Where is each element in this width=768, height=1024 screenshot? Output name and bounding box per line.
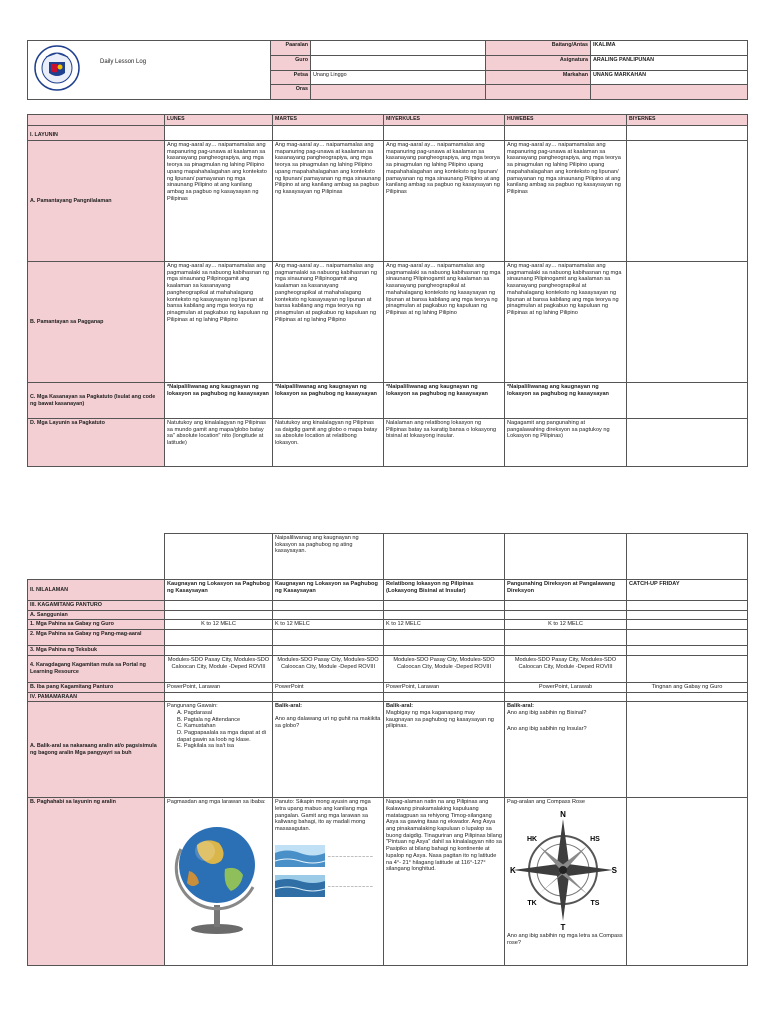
cell-text: Panuto: Sikapin mong ayusin ang mga letra upang mabuo ang kanilang mga pangalan. Gamit ang mga larawan sa kaliwang bahagi, ito ay madali mong masasagutan. xyxy=(275,799,371,833)
globe-image xyxy=(167,809,267,937)
table-cell: PowerPoint, Larawan xyxy=(384,682,505,692)
list-item: A. Pagdarasal xyxy=(177,709,213,716)
table-cell: Modules-SDO Pasay City, Modules-SDO Caloocan City, Module -Deped ROVIII xyxy=(505,655,627,682)
row-label: III. KAGAMITANG PANTURO xyxy=(28,601,165,611)
row-label: B. Paghahabi sa layunin ng aralin xyxy=(28,798,165,966)
table-cell: Pangunahing Direksyon at Pangalawang Direksyon xyxy=(505,580,627,601)
compass-label-tk: TK xyxy=(527,899,537,907)
table-cell xyxy=(384,702,505,798)
table-cell xyxy=(627,419,748,467)
table-cell: Tingnan ang Gabay ng Guro xyxy=(627,682,748,692)
table-cell: Kaugnayan ng Lokasyon sa Paghubog ng Kasaysayan xyxy=(273,580,384,601)
compass-label-hs: HS xyxy=(590,835,600,843)
table-cell: *Naipaliliwanag ang kaugnayan ng lokasyon sa paghubog ng kasaysayan xyxy=(505,383,627,419)
markahan-value: UNANG MARKAHAN xyxy=(591,70,748,85)
table-cell: Natutukoy ang kinalalagyan ng Pilipinas sa mundo gamit ang mapa/globo batay sa" absolute location" nito (longitude at latitude) xyxy=(165,419,273,467)
table-cell: K to 12 MELC xyxy=(273,620,384,630)
row-label: 2. Mga Pahina sa Gabay ng Pang-mag-aaral xyxy=(28,630,165,646)
row-label: B. Pamantayan sa Pagganap xyxy=(28,262,165,383)
compass-rose-image xyxy=(507,809,619,931)
table-cell: *Naipaliliwanag ang kaugnayan ng lokasyon sa paghubog ng kasaysayan xyxy=(384,383,505,419)
table-cell xyxy=(627,141,748,262)
table-cell: Relatibong lokasyon ng Pilipinas (Lokasyong Bisinal at Insular) xyxy=(384,580,505,601)
deped-seal-logo xyxy=(34,45,94,91)
baitang-value: IKALIMA xyxy=(591,41,748,56)
ocean-image xyxy=(275,845,325,867)
compass-label-k: K xyxy=(510,865,516,875)
table-cell xyxy=(273,702,384,798)
asignatura-value: ARALING PANLIPUNAN xyxy=(591,55,748,70)
table-cell: Ang mag-aaral ay… naipamamalas ang mapanuring pag-unawa at kaalaman sa kasanayang pangheograpiya, ang mga teorya sa pinagmulan ng lahing Pilipino upang mapahahalagahan ang konteksto ng lipunan/ pamayanan ng mga sinaunang Pilipino at ang kanilang ambag sa pagbuo ng kasaysayan ng Pilipinas xyxy=(505,141,627,262)
corner-cell xyxy=(28,115,165,126)
row-label: A. Balik-aral sa nakaraang aralin at/o pagsisimula ng bagong aralin Mga pangyayri sa buh xyxy=(28,702,165,798)
table-cell: Ang mag-aaral ay… naipamamalas ang mapanuring pag-unawa at kaalaman sa kasanayang pangheograpiya, ang mga teorya sa pinagmulan ng lahing Pilipino upang mapahahalagahan ang konteksto ng lipunan/ pamayanan ng mga sinaunang Pilipino at ang kanilang ambag sa pagbuo ng kasaysayan ng Pilipinas xyxy=(273,141,384,262)
compass-label-t: T xyxy=(560,922,566,931)
guro-value xyxy=(311,55,486,70)
paaralan-value xyxy=(311,41,486,56)
day-huwebes: HUWEBES xyxy=(505,115,627,126)
table-cell xyxy=(165,534,273,580)
list-item: D. Pagpapaalala sa mga dapat at di dapat gawin sa loob ng klase. xyxy=(177,730,266,743)
table-cell xyxy=(627,262,748,383)
row-label: D. Mga Layunin sa Pagkatuto xyxy=(28,419,165,467)
asignatura-label: Asignatura xyxy=(486,55,591,70)
table-cell: *Naipaliliwanag ang kaugnayan ng lokasyon sa paghubog ng kasaysayan xyxy=(165,383,273,419)
table-cell xyxy=(505,702,627,798)
table-cell: Naipaliliwanag ang kaugnayan ng lokasyon sa paghubog ng ating kasaysayan. xyxy=(273,534,384,580)
cell-text: Pagmasdan ang mga larawan sa ibaba: xyxy=(167,799,266,806)
table-cell: Ang mag-aaral ay… naipamamalas ang pagmamalaki sa nabuong kabihasnan ng mga sinaunang Pilipinogamit ang kaalaman sa kasanayang pangheograpikal at mahahalagang konteksto ng kasaysayan ng lipunan at bansa kabilang ang mga teorya ng pinagmulan at pagkabuo ng kapuluan ng Pilipinas at ng lahing Pilipino xyxy=(384,262,505,383)
table-cell: Modules-SDO Pasay City, Modules-SDO Caloocan City, Module -Deped ROVIII xyxy=(165,655,273,682)
header-empty-label xyxy=(486,85,591,100)
table-cell: K to 12 MELC xyxy=(165,620,273,630)
table-cell: Nalalaman ang relatibong lokasyon ng Pilipinas batay sa karatig bansa o lokasyong bisinal at lokasyong insular. xyxy=(384,419,505,467)
compass-label-n: N xyxy=(560,809,566,819)
logo-cell xyxy=(28,41,271,100)
table-cell: Ang mag-aaral ay… naipamamalas ang mapanuring pag-unawa at kaalaman sa kasanayang pangheograpiya, ang mga teorya sa pinagmulan ng lahing Pilipino upang mapahahalagahan ang konteksto ng lipunan/ pamayanan ng mga sinaunang Pilipino at ang kanilang ambag sa pagbuo ng kasaysayan ng Pilipinas xyxy=(165,141,273,262)
cell-title: Balik-aral: xyxy=(386,703,414,710)
row-label: B. Iba pang Kagamitang Panturo xyxy=(28,682,165,692)
cell-title: Balik-aral: xyxy=(275,703,303,710)
row-label: 4. Karagdagang Kagamitan mula sa Portal ng Learning Resource xyxy=(28,655,165,682)
table-cell xyxy=(627,383,748,419)
table-cell: Nagagamit ang pangunahing at pangalawahing direksyon sa pagtukoy ng Lokasyon ng Pilipinas) xyxy=(505,419,627,467)
table-cell xyxy=(505,798,627,966)
table-cell xyxy=(165,798,273,966)
table-cell xyxy=(505,534,627,580)
table-cell: Natutukoy ang kinalalagyan ng Pilipinas sa daigdig gamit ang globo o mapa batay sa absolute location at relatibong lokasyon. xyxy=(273,419,384,467)
table-cell: Ang mag-aaral ay… naipamamalas ang mapanuring pag-unawa at kaalaman sa kasanayang pangheograpiya, ang mga teorya sa pinagmulan ng lahing Pilipino upang mapahahalagahan ang konteksto ng lipunan/ pamayanan ng mga sinaunang Pilipino at ang kanilang ambag sa pagbuo ng kasaysayan ng Pilipinas xyxy=(384,141,505,262)
dll-title: Daily Lesson Log xyxy=(100,59,147,65)
table-cell: Ang mag-aaral ay… naipamamalas ang pagmamalaki sa nabuong kabihasnan ng mga sinaunang Pilipinogamit ang kaalaman sa kasanayang pangheograpikal at mahahalagang konteksto ng kasaysayan ng lipunan at bansa kabilang ang mga teorya ng pinagmulan at pagkabuo ng kapuluan ng Pilipinas at ng lahing Pilipino xyxy=(165,262,273,383)
oras-label: Oras xyxy=(271,85,311,100)
puzzle-item xyxy=(275,845,381,867)
layunin-heading: I. LAYUNIN xyxy=(28,126,165,141)
table-cell xyxy=(384,534,505,580)
blank-cell xyxy=(28,534,165,580)
nilalaman-heading: II. NILALAMAN xyxy=(28,580,165,601)
table-cell: Napag-alaman natin na ang Pilipinas ang ikalawang pinakamalaking kapuluang matatagpuan sa rehiyong Timog-silangang Asya sa gawing itaas ng ekwador. Ang Asya ang pinakamalaking kapuluan o lupalop sa buong daigdig. Tinaguriran ang Pilipinas bilang "Pintuan ng Asya" dahil sa kinalalagyan nito sa Pasipiko at bilang bahagi ng kontinente at lupalop ng Asya. Nasa pagitan ito ng latitude na 4°- 21° hilagang latitude at 116°-127° silangang longhitud. xyxy=(384,798,505,966)
compass-label-hk: HK xyxy=(526,835,538,843)
cell-text: Ano ang dalawang uri ng guhit na makikita sa globo? xyxy=(275,715,381,729)
oras-value xyxy=(311,85,486,100)
table-cell xyxy=(273,798,384,966)
table-cell: Ang mag-aaral ay… naipamamalas ang pagmamalaki sa nabuong kabihasnan ng mga sinaunang Pilipinogamit ang kaalaman sa kasanayang pangheograpikal at mahahalagang konteksto ng kasaysayan ng lipunan at bansa kabilang ang mga teorya ng pinagmulan at pagkabuo ng kapuluan ng Pilipinas at ng lahing Pilipino xyxy=(273,262,384,383)
day-lunes: LUNES xyxy=(165,115,273,126)
table-cell: K to 12 MELC xyxy=(384,620,505,630)
row-label: C. Mga Kasanayan sa Pagkatuto (Isulat ang code ng bawat kasanayan) xyxy=(28,383,165,419)
row-label: A. Sanggunian xyxy=(28,610,165,620)
table-cell: K to 12 MELC xyxy=(505,620,627,630)
paaralan-label: Paaralan xyxy=(271,41,311,56)
activity-list xyxy=(167,710,270,750)
cell-title: Pag-aralan ang Compass Rose xyxy=(507,799,586,806)
cell-text: Magbigay ng mga kaganapang may kaugnayan sa paghubog ng kasaysayan ng pilipinas. xyxy=(386,709,494,730)
compass-label-s: S xyxy=(611,865,617,875)
table-cell xyxy=(627,620,748,630)
row-label: A. Pamantayang Pangnilalaman xyxy=(28,141,165,262)
layunin-table xyxy=(27,114,748,467)
letter-blanks: _ _ _ _ _ _ _ _ _ _ _ _ xyxy=(328,852,373,858)
table-cell: Modules-SDO Pasay City, Modules-SDO Caloocan City, Module -Deped ROVIII xyxy=(273,655,384,682)
guro-label: Guro xyxy=(271,55,311,70)
compass-label-ts: TS xyxy=(590,899,600,907)
cell-text: Ano ang ibig sabihin ng Insular? xyxy=(507,725,587,732)
sea-image xyxy=(275,875,325,897)
table-cell: *Naipaliliwanag ang kaugnayan ng lokasyon sa paghubog ng kasaysayan xyxy=(273,383,384,419)
table-cell: CATCH-UP FRIDAY xyxy=(627,580,748,601)
cell-title: Balik-aral: xyxy=(507,703,535,710)
table-cell: Modules-SDO Pasay City, Modules-SDO Caloocan City, Module -Deped ROVIII xyxy=(384,655,505,682)
nilalaman-table xyxy=(27,533,748,966)
table-cell: PowerPoint xyxy=(273,682,384,692)
cell-title: Pangunang Gawain: xyxy=(167,703,218,710)
pangunang-gawain-cell xyxy=(165,702,273,798)
list-item: E. Pagkilala sa isa't isa xyxy=(177,743,235,750)
list-item: B. Pagtala ng Attendance xyxy=(177,716,241,723)
table-cell: PowerPoint, Larawab xyxy=(505,682,627,692)
row-label: 1. Mga Pahina sa Gabay ng Guro xyxy=(28,620,165,630)
header-empty-value xyxy=(591,85,748,100)
day-martes: MARTES xyxy=(273,115,384,126)
petsa-value: Unang Linggo xyxy=(311,70,486,85)
table-cell: Ang mag-aaral ay… naipamamalas ang pagmamalaki sa nabuong kabihasnan ng mga sinaunang Pilipinogamit ang kaalaman sa kasanayang pangheograpikal at mahahalagang konteksto ng kasaysayan ng lipunan at bansa kabilang ang mga teorya ng pinagmulan at pagkabuo ng kapuluan ng Pilipinas at ng lahing Pilipino xyxy=(505,262,627,383)
markahan-label: Markahan xyxy=(486,70,591,85)
table-cell xyxy=(627,534,748,580)
table-cell xyxy=(627,655,748,682)
day-biyernes: BIYERNES xyxy=(627,115,748,126)
petsa-label: Petsa xyxy=(271,70,311,85)
header-table xyxy=(27,40,748,100)
row-label: IV. PAMAMARAAN xyxy=(28,692,165,702)
table-cell: Kaugnayan ng Lokasyon sa Paghubog ng Kasaysayan xyxy=(165,580,273,601)
table-cell: PowerPoint, Larawan xyxy=(165,682,273,692)
puzzle-item xyxy=(275,875,381,897)
row-label: 3. Mga Pahina ng Teksbuk xyxy=(28,646,165,656)
day-miyerkules: MIYERKULES xyxy=(384,115,505,126)
list-item: C. Kamustahan xyxy=(177,723,216,730)
letter-blanks: _ _ _ _ _ _ _ _ _ _ _ _ xyxy=(328,882,373,888)
cell-text: Ano ang ibig sabihin ng Bisinal? xyxy=(507,709,587,716)
cell-text: Ano ang ibig sabihin ng mga letra sa Compass rose? xyxy=(507,932,623,946)
baitang-label: Baitang/Antas xyxy=(486,41,591,56)
